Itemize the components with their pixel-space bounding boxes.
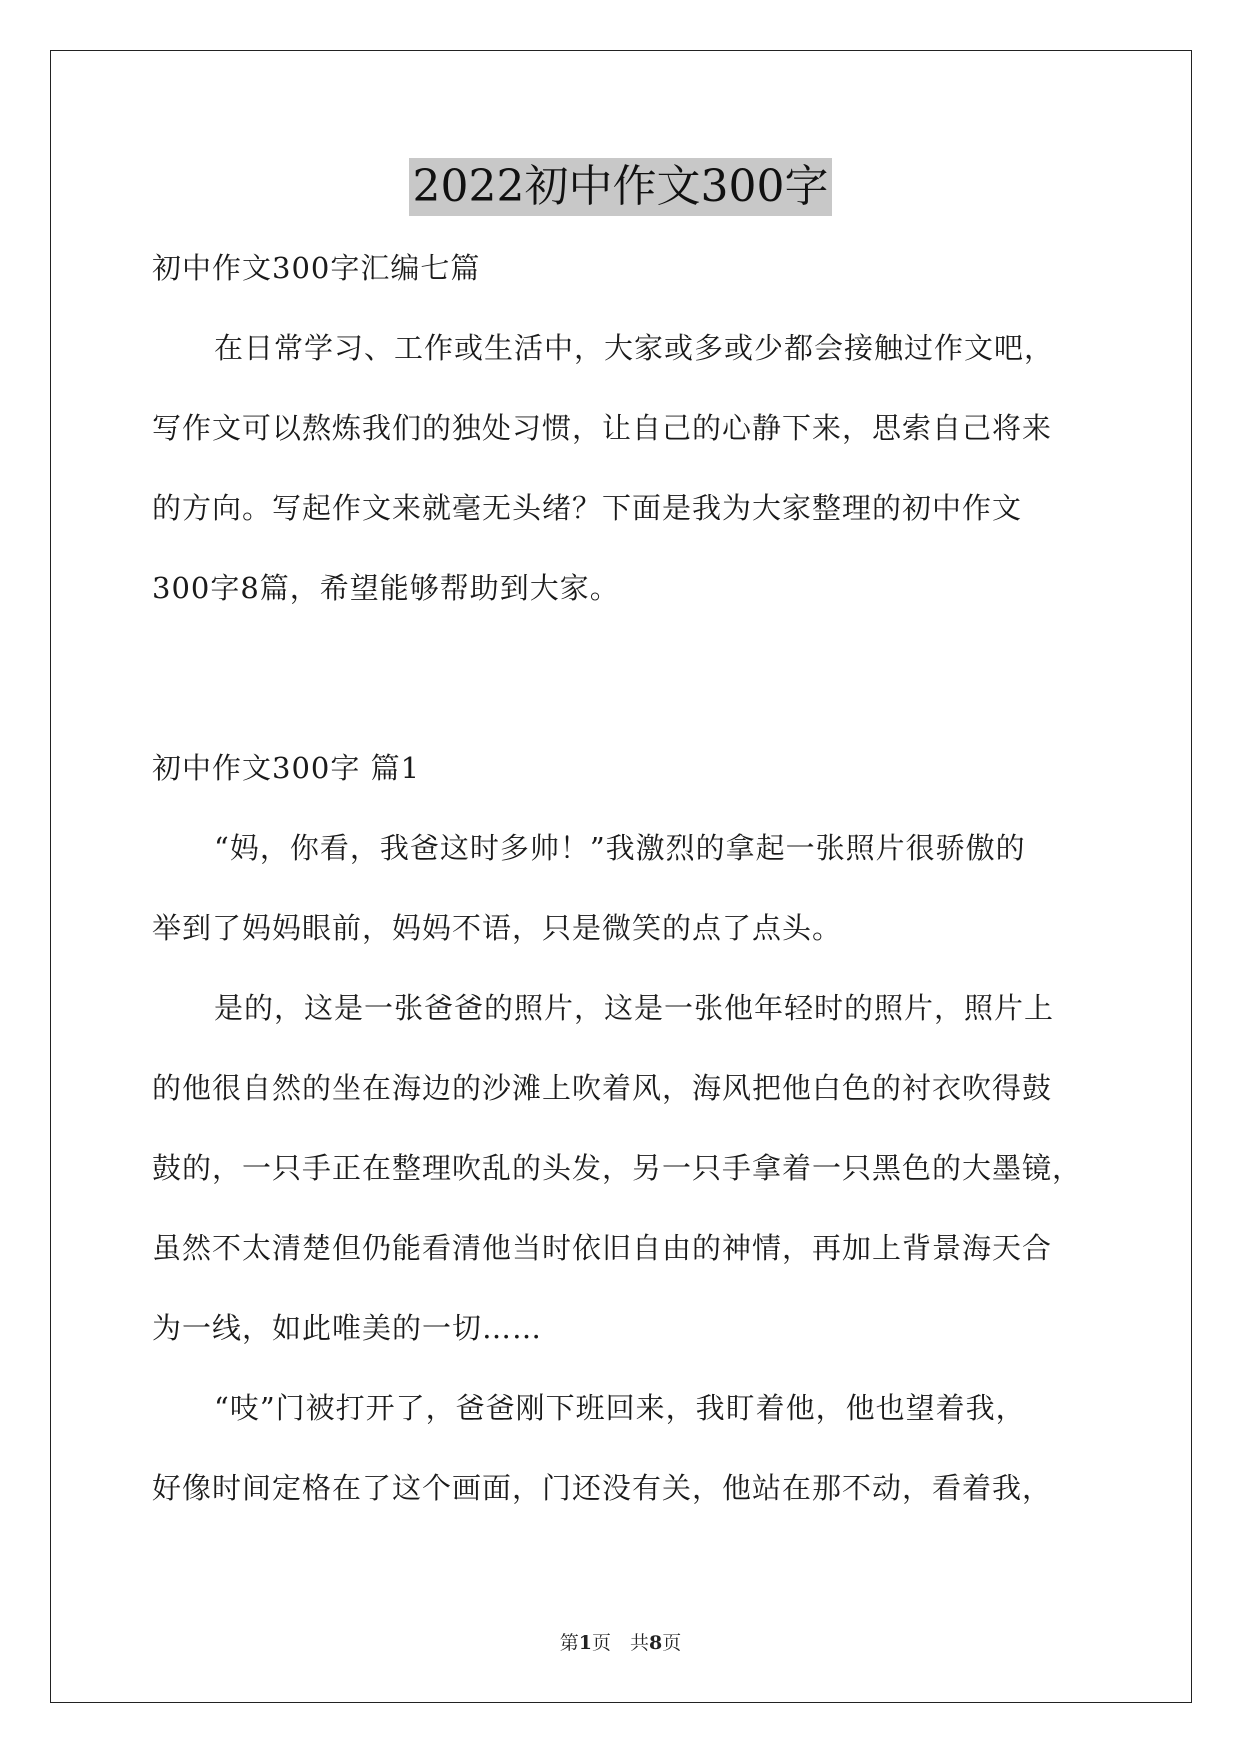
- body-paragraph-line: “吱”门被打开了，爸爸刚下班回来，我盯着他，他也望着我，: [214, 1391, 1026, 1425]
- body-paragraph-line: 为一线，如此唯美的一切……: [152, 1311, 543, 1345]
- footer-prefix: 第: [559, 1632, 579, 1654]
- document-subtitle: 初中作文300字汇编七篇: [152, 251, 481, 285]
- page-footer: [0, 1628, 1241, 1655]
- body-paragraph-line: 举到了妈妈眼前，妈妈不语，只是微笑的点了点头。: [152, 911, 843, 945]
- document-title: 2022初中作文300字: [409, 158, 833, 216]
- body-paragraph-line: 好像时间定格在了这个画面，门还没有关，他站在那不动，看着我，: [152, 1471, 1053, 1505]
- footer-mid: 页 共: [591, 1632, 649, 1654]
- footer-suffix: 页: [662, 1632, 682, 1654]
- body-paragraph-line: 鼓的，一只手正在整理吹乱的头发，另一只手拿着一只黑色的大墨镜，: [152, 1151, 1083, 1185]
- document-body: [152, 228, 1092, 1528]
- body-paragraph-line: “妈，你看，我爸这时多帅！”我激烈的拿起一张照片很骄傲的: [214, 831, 1026, 865]
- intro-paragraph-line: 写作文可以熬炼我们的独处习惯，让自己的心静下来，思索自己将来: [152, 411, 1053, 445]
- intro-paragraph-line: 在日常学习、工作或生活中，大家或多或少都会接触过作文吧，: [214, 331, 1055, 365]
- intro-paragraph-line: 的方向。写起作文来就毫无头绪？下面是我为大家整理的初中作文: [152, 491, 1023, 525]
- footer-total-pages: 8: [649, 1632, 663, 1654]
- footer-current-page: 1: [578, 1632, 592, 1654]
- title-container: [0, 158, 1241, 216]
- section-heading: 初中作文300字 篇1: [152, 751, 421, 785]
- intro-paragraph-line: 300字8篇，希望能够帮助到大家。: [152, 571, 620, 605]
- body-paragraph-line: 是的，这是一张爸爸的照片，这是一张他年轻时的照片，照片上: [214, 991, 1055, 1025]
- body-paragraph-line: 的他很自然的坐在海边的沙滩上吹着风，海风把他白色的衬衣吹得鼓: [152, 1071, 1053, 1105]
- body-paragraph-line: 虽然不太清楚但仍能看清他当时依旧自由的神情，再加上背景海天合: [152, 1231, 1053, 1265]
- section-spacer: [152, 628, 1092, 728]
